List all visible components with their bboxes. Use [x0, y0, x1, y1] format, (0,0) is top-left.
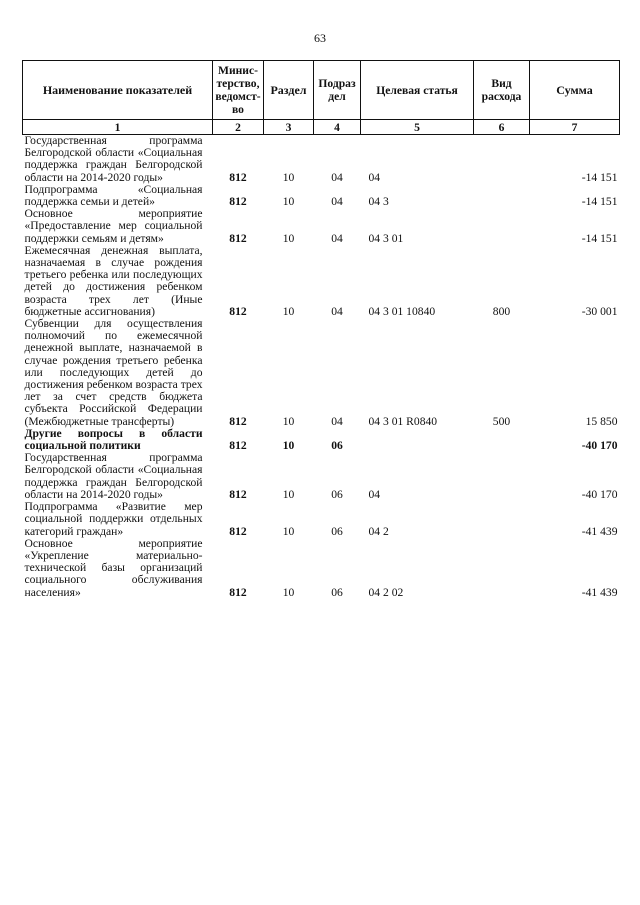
row-expense-type: 800: [492, 304, 511, 318]
row-subsection: 06: [331, 487, 343, 501]
row-amount: 15 850: [585, 414, 618, 428]
row-subsection: 06: [331, 524, 343, 538]
row-amount: -41 439: [581, 524, 618, 538]
header-section: Раздел: [264, 61, 314, 120]
row-section: 10: [282, 414, 295, 428]
row-name: Ежемесячная денежная выплата, назначаемая в случае рождения третьего ребенка или последующих детей до достижения ребенком возраста трех лет (Иные бюджетные ассигнования): [24, 243, 203, 318]
row-name: Основное мероприятие «Укрепление материально-технической базы организаций социального обслуживания населения»: [24, 536, 203, 599]
row-expense-type: [474, 452, 530, 501]
column-number: 1: [23, 120, 213, 135]
row-ministry: 812: [229, 414, 247, 428]
row-target: 04: [368, 487, 381, 501]
column-number: 3: [264, 120, 314, 135]
row-target: 04 3 01: [368, 231, 404, 245]
table-row: [23, 501, 620, 538]
row-subsection: 06: [331, 439, 343, 453]
row-amount: -40 170: [581, 487, 618, 501]
row-amount: -40 170: [581, 439, 618, 453]
header-row: [23, 61, 620, 120]
table-row: [23, 245, 620, 318]
row-subsection: 04: [331, 231, 343, 245]
header-target: Целевая статья: [361, 61, 474, 120]
row-target: 04 3 01 10840: [368, 304, 436, 318]
row-name: Другие вопросы в области социальной политики: [24, 426, 203, 453]
table-row: [23, 208, 620, 245]
row-amount: -14 151: [581, 195, 618, 209]
header-subsection: Подраз дел: [314, 61, 361, 120]
row-subsection: 04: [331, 304, 343, 318]
row-target: 04: [368, 170, 381, 184]
row-section: 10: [282, 195, 295, 209]
table-row: [23, 428, 620, 452]
row-ministry: 812: [229, 439, 247, 453]
column-number: 7: [530, 120, 620, 135]
row-section: 10: [282, 170, 295, 184]
header-ministry: Минис-терство, ведомст-во: [213, 61, 264, 120]
row-subsection: 04: [331, 414, 343, 428]
row-name: Государственная программа Белгородской области «Социальная поддержка граждан Белгородской области на 2014-2020 годы»: [24, 134, 203, 184]
page-number: 63: [314, 31, 326, 45]
row-subsection: 04: [331, 170, 343, 184]
row-name: Подпрограмма «Социальная поддержка семьи и детей»: [24, 182, 203, 209]
column-number: 5: [361, 120, 474, 135]
row-target: 04 3 01 R0840: [368, 414, 438, 428]
table-row: [23, 184, 620, 208]
header-name: Наименование показателей: [23, 61, 213, 120]
row-target: 04 2: [368, 524, 389, 538]
row-target: [361, 428, 474, 452]
row-section: 10: [282, 304, 295, 318]
row-name: Государственная программа Белгородской области «Социальная поддержка граждан Белгородской области на 2014-2020 годы»: [24, 451, 203, 501]
row-subsection: 06: [331, 585, 343, 599]
row-ministry: 812: [229, 524, 247, 538]
column-number-row: [23, 120, 620, 135]
row-name: Основное мероприятие «Предоставление мер социальной поддержки семьям и детям»: [24, 207, 203, 245]
row-section: 10: [282, 585, 295, 599]
row-name: Подпрограмма «Развитие мер социальной поддержки отдельных категорий граждан»: [24, 500, 203, 538]
row-ministry: 812: [229, 585, 247, 599]
row-expense-type: [474, 135, 530, 184]
table-row: [23, 538, 620, 599]
row-amount: -41 439: [581, 585, 618, 599]
row-expense-type: [474, 501, 530, 538]
row-ministry: 812: [229, 195, 247, 209]
row-amount: -30 001: [581, 304, 618, 318]
row-expense-type: [474, 208, 530, 245]
row-expense-type: [474, 428, 530, 452]
row-target: 04 3: [368, 195, 389, 209]
table-row: [23, 135, 620, 184]
row-expense-type: [474, 538, 530, 599]
row-section: 10: [282, 439, 295, 453]
row-amount: -14 151: [581, 231, 618, 245]
row-ministry: 812: [229, 487, 247, 501]
table-row: [23, 318, 620, 428]
row-section: 10: [282, 231, 295, 245]
row-target: 04 2 02: [368, 585, 404, 599]
row-section: 10: [282, 524, 295, 538]
column-number: 6: [474, 120, 530, 135]
row-ministry: 812: [229, 304, 247, 318]
row-ministry: 812: [229, 231, 247, 245]
row-expense-type: 500: [492, 414, 511, 428]
row-subsection: 04: [331, 195, 343, 209]
budget-table: [22, 60, 620, 599]
column-number: 4: [314, 120, 361, 135]
row-name: Субвенции для осуществления полномочий по ежемесячной денежной выплате, назначаемой в случае рождения третьего ребенка или последующих детей до достижения ребенком возраста трех лет за счет средств бюджета субъекта Российской Федерации (Межбюджетные трансферты): [24, 317, 203, 428]
table-row: [23, 452, 620, 501]
row-amount: -14 151: [581, 170, 618, 184]
row-expense-type: [474, 184, 530, 208]
column-number: 2: [213, 120, 264, 135]
row-ministry: 812: [229, 170, 247, 184]
header-expense-type: Вид расхода: [474, 61, 530, 120]
header-amount: Сумма: [530, 61, 620, 120]
row-section: 10: [282, 487, 295, 501]
